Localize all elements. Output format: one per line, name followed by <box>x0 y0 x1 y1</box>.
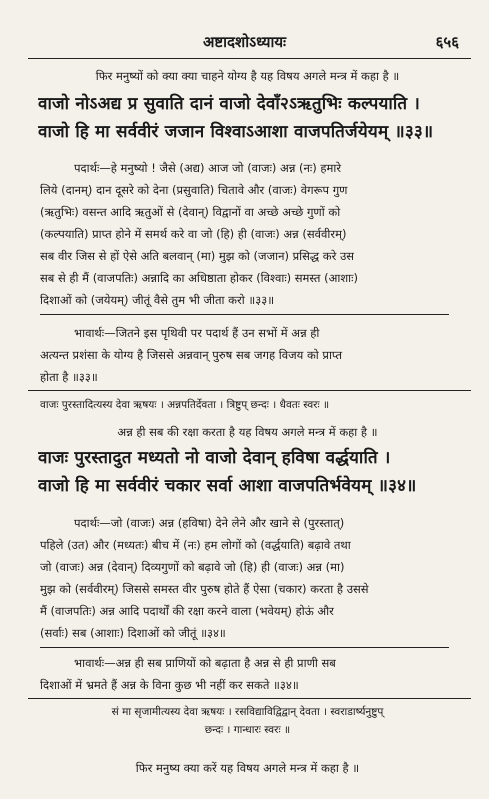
mantra-line: वाजो हि मा सर्ववीरं चकार सर्वा आशा वाजपतिर्भवेयम् ॥३४॥ <box>38 476 417 496</box>
mantra-line: वाजो हि मा सर्ववीरं जजान विश्वाऽआशा वाजपतिर्जयेयम् ॥३३॥ <box>38 122 434 142</box>
padartha-line: सब से ही मैं (वाजपतिः) अन्नादि का अधिष्ठाता होकर (विश्वाः) समस्त (आशाः) <box>40 271 358 285</box>
bhavartha-line: दिशाओं में भ्रमते हैं अन्न के विना कुछ भी नहीं कर सकते ॥३४॥ <box>40 678 299 692</box>
page-number: ६५६ <box>435 33 459 51</box>
bhavartha-line: भावार्थः—अन्न ही सब प्राणियों को बढ़ाता है अन्न से ही प्राणी सब <box>74 656 336 670</box>
padartha-line: पहिले (उत) और (मध्यतः) बीच में (नः) हम लोगों को (वर्द्धयाति) बढ़ावे तथा <box>40 538 351 552</box>
padartha-line: (सर्वाः) सब (आशाः) दिशाओं को जीतूं ॥३४॥ <box>40 626 226 640</box>
rishi-note: छन्दः । गान्धारः स्वरः ॥ <box>204 724 291 736</box>
padartha-line: (ऋतुभिः) वसन्त आदि ऋतुओं से (देवान्) विद्वानों वा अच्छे अच्छे गुणों को <box>40 205 341 219</box>
padartha-line: लिये (दानम्) दान दूसरे को देना (प्रसुवाति) चितावे और (वाजः) वेगरूप गुण <box>40 183 348 197</box>
page-header <box>0 30 489 56</box>
padartha-line: पदार्थः—जो (वाजः) अन्न (हविषा) देने लेने और खाने से (पुरस्तात्) <box>74 516 345 530</box>
header-rule <box>28 58 471 59</box>
mantra-line: वाजो नोऽअद्य प्र सुवाति दानं वाजो देवाँ२ऽऋतुभिः कल्पयाति । <box>38 94 420 114</box>
bhavartha-line: होता है ॥३३॥ <box>40 370 98 384</box>
chapter-title: अष्टादशोऽध्यायः <box>202 33 287 51</box>
divider <box>28 698 471 699</box>
padartha-line: दिशाओं को (जयेयम्) जीतूं वैसे तुम भी जीता करो ॥३३॥ <box>40 293 275 307</box>
padartha-line: सब वीर जिस से हों ऐसे अति बलवान् (मा) मुझ को (जजान) प्रसिद्ध करे उस <box>40 249 355 263</box>
mantra-line: वाजः पुरस्तादुत मध्यतो नो वाजो देवान् हविषा वर्द्धयाति । <box>38 448 391 468</box>
padartha-line: मुझ को (सर्ववीरम्) जिससे समस्त वीर पुरुष होते हैं ऐसा (चकार) करता है उससे <box>40 582 369 596</box>
next-section-intro: फिर मनुष्य क्या करें यह विषय अगले मन्त्र में कहा है ॥ <box>135 761 360 775</box>
padartha-line: पदार्थः—हे मनुष्यो ! जैसे (अद्य) आज जो (वाजः) अन्न (नः) हमारे <box>74 161 342 175</box>
divider <box>40 647 449 648</box>
bhavartha-line: भावार्थः—जितने इस पृथिवी पर पदार्थ हैं उन सभों में अन्न ही <box>74 326 320 340</box>
padartha-line: जो (वाजः) अन्न (देवान्) दिव्यगुणों को बढ़ावे जो (हि) ही (वाजः) अन्न (मा) <box>40 560 345 574</box>
section-intro: फिर मनुष्यों को क्या क्या चाहने योग्य है यह विषय अगले मन्त्र में कहा है ॥ <box>95 69 400 83</box>
padartha-line: (कल्पयाति) प्राप्त होने में समर्थ करे वा जो (हि) ही (वाजः) अन्न (सर्ववीरम्) <box>40 227 347 241</box>
divider <box>40 314 449 315</box>
divider <box>28 390 471 391</box>
rishi-note: वाजः पुरस्तादित्यस्य देवा ऋषयः । अन्नपतिर्देवता । त्रिष्टुप् छन्दः । धैवतः स्वरः ॥ <box>40 399 330 411</box>
bhavartha-line: अत्यन्त प्रशंसा के योग्य है जिससे अन्नवान् पुरुष सब जगह विजय को प्राप्त <box>40 348 343 362</box>
rishi-note: सं मा सृजामीत्यस्य देवा ऋषयः । रसविद्याविद्विद्वान् देवता । स्वराडार्ष्यनुष्टुप् <box>111 706 384 718</box>
section-intro: अन्न ही सब की रक्षा करता है यह विषय अगले मन्त्र में कहा है ॥ <box>117 425 378 439</box>
padartha-line: मैं (वाजपतिः) अन्न आदि पदार्थों की रक्षा करने वाला (भवेयम्) होऊं और <box>40 604 334 618</box>
